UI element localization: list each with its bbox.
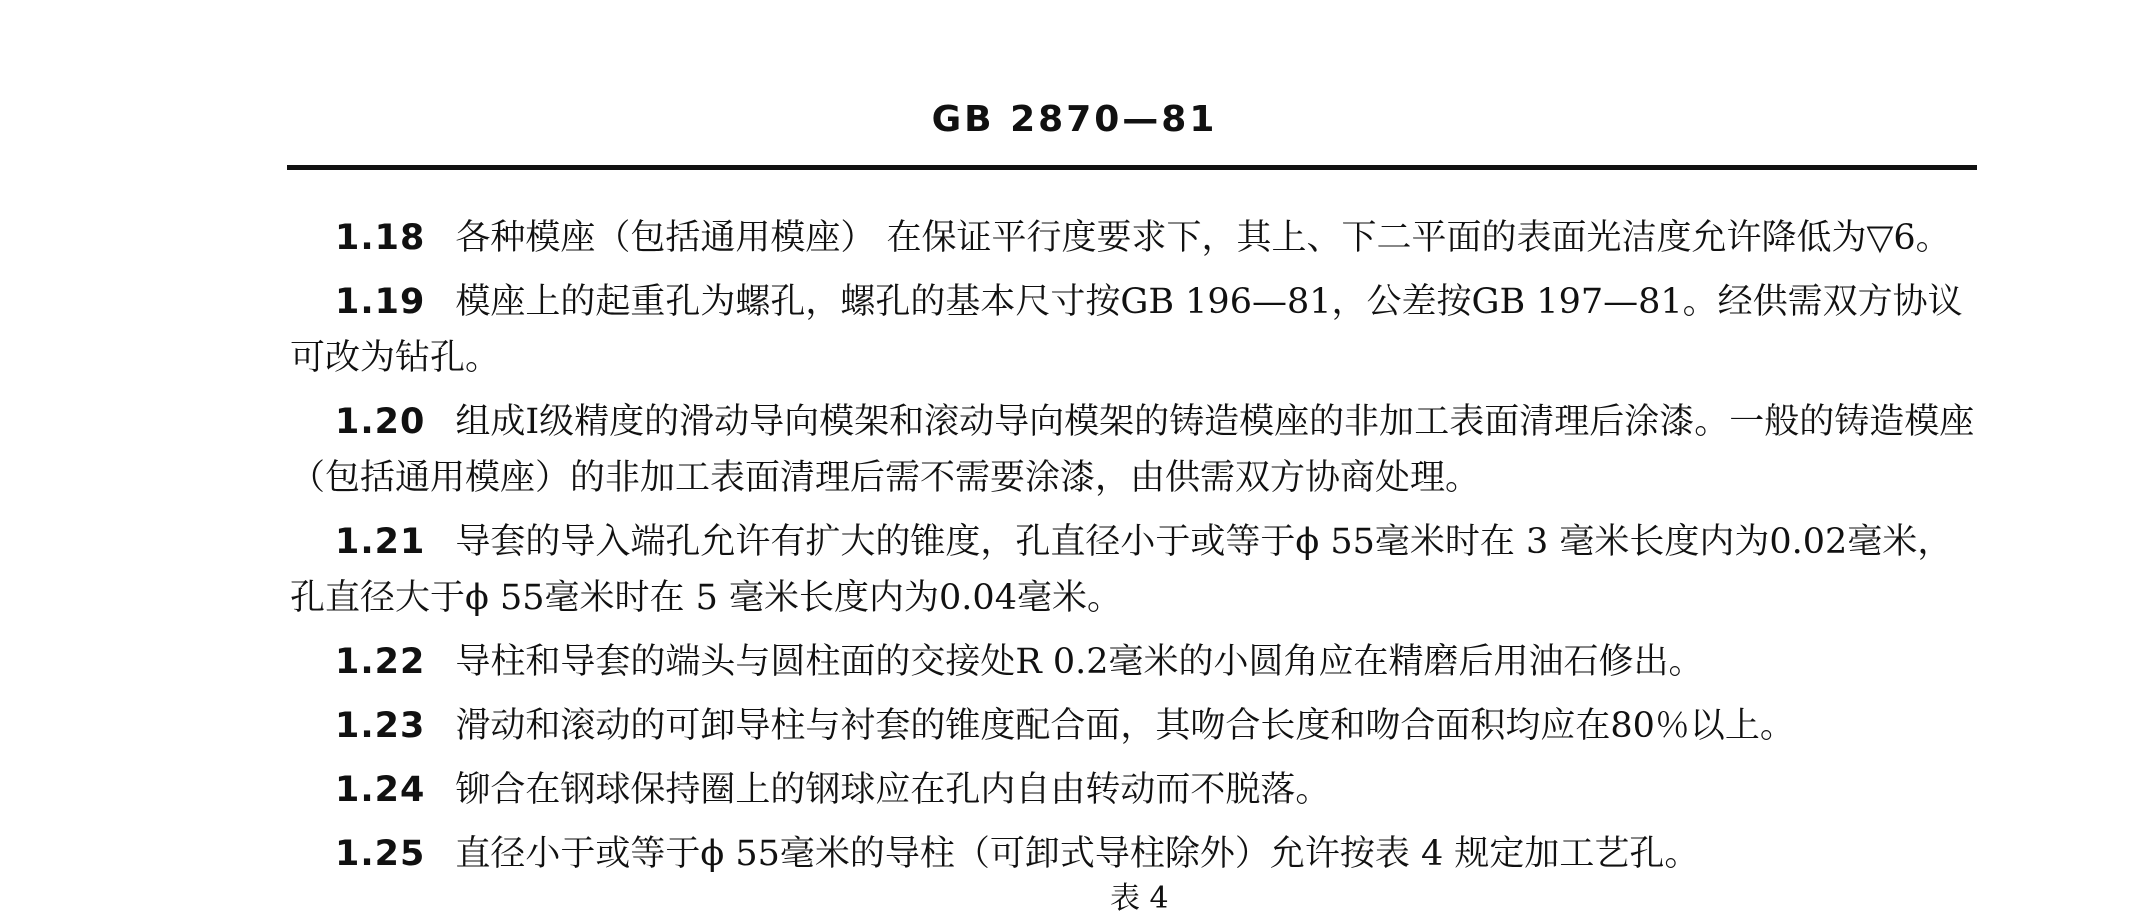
clause-1-23	[290, 698, 1980, 754]
clause-text: 铆合在钢球保持圈上的钢球应在孔内自由转动而不脱落。	[455, 770, 1331, 810]
clause-1-19	[290, 274, 1980, 386]
clause-number: 1.20	[335, 402, 426, 442]
clause-1-22	[290, 634, 1980, 690]
clause-1-20	[290, 394, 1980, 506]
clause-1-21	[290, 514, 1980, 626]
clause-1-18	[290, 210, 1980, 266]
standard-number-heading: GB 2870—81	[931, 99, 1218, 140]
document-body	[290, 210, 1980, 890]
clause-number: 1.24	[335, 770, 426, 810]
header-rule	[287, 165, 1977, 170]
clause-number: 1.21	[335, 522, 426, 562]
table-caption-fragment: 表 4	[1110, 881, 1169, 916]
clause-1-25	[290, 826, 1980, 882]
clause-text: 滑动和滚动的可卸导柱与衬套的锥度配合面，其吻合长度和吻合面积均应在80％以上。	[455, 706, 1795, 746]
clause-number: 1.25	[335, 834, 426, 874]
clause-text: 导套的导入端孔允许有扩大的锥度，孔直径小于或等于ϕ 55毫米时在 3 毫米长度内为0.02毫米，孔直径大于ϕ 55毫米时在 5 毫米长度内为0.04毫米。	[290, 522, 1953, 618]
clause-text: 导柱和导套的端头与圆柱面的交接处R 0.2毫米的小圆角应在精磨后用油石修出。	[455, 642, 1704, 682]
clause-text: 直径小于或等于ϕ 55毫米的导柱（可卸式导柱除外）允许按表 4 规定加工艺孔。	[455, 834, 1700, 874]
clause-text: 组成I级精度的滑动导向模架和滚动导向模架的铸造模座的非加工表面清理后涂漆。一般的铸造模座（包括通用模座）的非加工表面清理后需不需要涂漆，由供需双方协商处理。	[290, 402, 1975, 498]
clause-number: 1.23	[335, 706, 426, 746]
clause-number: 1.22	[335, 642, 426, 682]
clause-number: 1.19	[335, 282, 426, 322]
clause-number: 1.18	[335, 218, 426, 258]
clause-1-24	[290, 762, 1980, 818]
clause-text: 各种模座（包括通用模座） 在保证平行度要求下，其上、下二平面的表面光洁度允许降低为▽6。	[455, 218, 1951, 258]
clause-text: 模座上的起重孔为螺孔，螺孔的基本尺寸按GB 196—81，公差按GB 197—81。经供需双方协议可改为钻孔。	[290, 282, 1963, 378]
